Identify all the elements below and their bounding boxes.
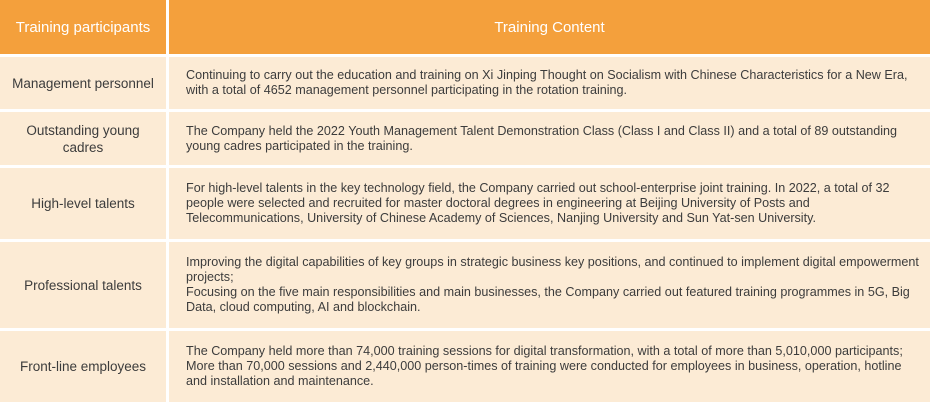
content-cell: Improving the digital capabilities of key groups in strategic business key positions, and continued to implement digital empowerment projects; Focusing on the five main responsibilities and main businesses, the Company carried out featured training programmes in 5G, Big Data, cloud computing, AI and blockchain. [169, 242, 930, 328]
table-row [0, 57, 930, 109]
participant-cell: Professional talents [0, 242, 166, 328]
participant-cell: High-level talents [0, 168, 166, 239]
content-cell: The Company held the 2022 Youth Management Talent Demonstration Class (Class I and Class II) and a total of 89 outstanding young cadres participated in the training. [169, 112, 930, 165]
table-row [0, 168, 930, 239]
header-training-participants: Training participants [0, 0, 166, 54]
content-cell: For high-level talents in the key technology field, the Company carried out school-enterprise joint training. In 2022, a total of 32 people were selected and recruited for master doctoral degrees in engineering at Beijing University of Posts and Telecommunications, University of Chinese Academy of Sciences, Nanjing University and Sun Yat-sen University. [169, 168, 930, 239]
participant-cell: Management personnel [0, 57, 166, 109]
participant-cell: Outstanding young cadres [0, 112, 166, 165]
header-training-content: Training Content [169, 0, 930, 54]
content-cell: The Company held more than 74,000 training sessions for digital transformation, with a total of more than 5,010,000 participants; More than 70,000 sessions and 2,440,000 person-times of training were conducted for employees in business, operation, hotline and installation and maintenance. [169, 331, 930, 402]
content-cell: Continuing to carry out the education and training on Xi Jinping Thought on Socialism with Chinese Characteristics for a New Era, with a total of 4652 management personnel participating in the rotation training. [169, 57, 930, 109]
table-row [0, 331, 930, 402]
table-row [0, 242, 930, 328]
table-row [0, 112, 930, 165]
participant-cell: Front-line employees [0, 331, 166, 402]
